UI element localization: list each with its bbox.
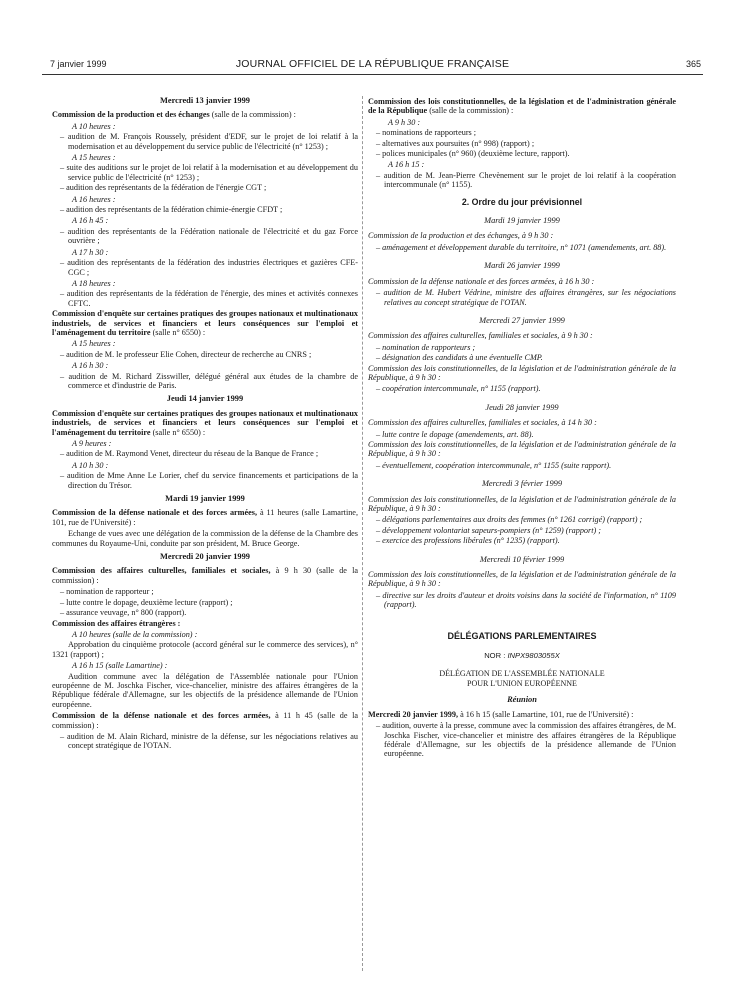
commission-entry [368, 495, 676, 514]
page-number: 365 [685, 59, 701, 69]
agenda-item: – audition de M. le professeur Elie Cohen, directeur de recherche au CNRS ; [60, 349, 312, 359]
day-heading: Mercredi 13 janvier 1999 [159, 96, 250, 105]
commission-details: à 11 h 45 (salle de la commission) : [52, 711, 358, 730]
agenda-item [368, 288, 676, 307]
delegations-title: DÉLÉGATIONS PARLEMENTAIRES [447, 630, 597, 641]
session-time [72, 216, 358, 225]
agenda-item: – audition de Mme Anne Le Lorier, chef du service financements et participations de la direction du Trésor. [60, 471, 358, 490]
commission-entry [368, 231, 676, 240]
agenda-item [368, 515, 676, 524]
time-label: A 9 h 30 : [388, 117, 421, 127]
nor-reference: NOR : INPX9803055X [484, 651, 560, 661]
agenda-item: – audition de M. Richard Zisswiller, délégué général aux études de la chambre de commerce et d'industrie de Paris. [60, 371, 358, 390]
commission-entry [368, 364, 676, 383]
commission-details: à 11 heures (salle Lamartine, 101, rue de l'Université) : [52, 508, 358, 527]
agenda-item: – suite des auditions sur le projet de loi relatif à la modernisation et au développement du service public de l'électricité (n° 1253) ; [60, 163, 358, 182]
agenda-item [368, 243, 676, 252]
commission-details: (salle n° 6550) : [150, 327, 206, 337]
agenda-item: – audition de M. François Roussely, président d'EDF, sur le projet de loi relatif à la modernisation et au développement du service public de l'électricité (n° 1253) ; [60, 132, 358, 151]
left-column [52, 96, 358, 752]
commission-name: Commission d'enquête sur certaines pratiques des groupes nationaux et multinationaux industriels, de services et financiers et leurs conséquences sur l'emploi et l'aménagement du territoire [52, 408, 358, 437]
agenda-paragraph: Echange de vues avec une délégation de la commission de la défense de la Chambre des communes du Royaume-Uni, conduite par son président, M. Bruce George. [52, 529, 358, 548]
agenda-item-text: – délégations parlementaires aux droits des femmes (n° 1261 corrigé) (rapport) ; [376, 515, 643, 525]
commission-entry [52, 711, 358, 730]
day-heading: Mercredi 10 février 1999 [479, 554, 565, 564]
agenda-item: – audition des représentants de la fédération chimie-énergie CFDT ; [60, 205, 283, 215]
agenda-item: – audition des représentants de la fédération de l'énergie CGT ; [60, 183, 267, 193]
commission-name: Commission d'enquête sur certaines pratiques des groupes nationaux et multinationaux industriels, de services et financiers et leurs conséquences sur l'emploi et l'aménagement du territoire [52, 309, 358, 337]
day-heading: Mardi 26 janvier 1999 [484, 261, 560, 271]
agenda-item: – lutte contre le dopage, deuxième lecture (rapport) ; [60, 597, 233, 607]
day-heading: Mercredi 20 janvier 1999 [159, 552, 250, 562]
agenda-item: – nominations de rapporteurs ; [376, 128, 477, 138]
commission-name: Commission des lois constitutionnelles, de la législation et de l'administration générale de la République [368, 97, 676, 116]
delegations-section [368, 632, 676, 759]
commission-entry [52, 508, 358, 527]
commission-name: Commission de la défense nationale et des forces armées, [52, 508, 258, 518]
agenda-item-text: – désignation des candidats à une éventuelle CMP. [376, 353, 543, 363]
commission-text: Commission de la production et des échanges, à 9 h 30 : [368, 231, 554, 241]
commission-name: Commission de la production et des échanges [52, 110, 210, 120]
commission-entry [52, 409, 358, 437]
day-heading: Mercredi 3 février 1999 [481, 479, 563, 489]
agenda-item: – audition des représentants de la Fédération nationale de l'électricité et du gaz Force ouvrière ; [60, 226, 358, 246]
commission-entry [368, 277, 676, 286]
time-label: A 10 heures : [72, 121, 116, 131]
commission-details: (salle de la commission) : [209, 110, 296, 120]
agenda-item [368, 526, 676, 535]
day-heading: Jeudi 14 janvier 1999 [166, 394, 244, 404]
session-time [388, 160, 676, 169]
commission-text: Commission des affaires culturelles, familiales et sociales, à 9 h 30 : [368, 331, 593, 341]
agenda-item-text: – éventuellement, coopération intercommunale, n° 1155 (suite rapport). [376, 460, 612, 470]
agenda-paragraph: Approbation du cinquième protocole (accord général sur le commerce des services), n° 1321 (rapport) ; [52, 640, 358, 659]
time-label: A 17 h 30 : [72, 247, 109, 257]
agenda-item-text: – développement volontariat sapeurs-pompiers (n° 1259) (rapport) ; [376, 525, 601, 535]
agenda-item: – nomination de rapporteur ; [60, 587, 154, 597]
commission-entry [52, 619, 358, 628]
header-date: 7 janvier 1999 [50, 59, 107, 69]
agenda-item: – audition de M. Jean-Pierre Chevènement sur le projet de loi relatif à la coopération intercommunale (n° 1155). [376, 170, 676, 190]
time-label: A 10 heures (salle de la commission) : [72, 629, 198, 639]
time-label: A 9 heures : [72, 439, 112, 448]
commission-text: Commission des lois constitutionnelles, de la législation et de l'administration générale de la République, à 9 h 30 : [368, 439, 676, 459]
agenda-item: – polices municipales (n° 960) (deuxième lecture, rapport). [376, 149, 570, 159]
day-heading: Mardi 19 janvier 1999 [165, 494, 245, 504]
agenda-item-text: – audition de M. Hubert Védrine, ministre des affaires étrangères, sur les négociations relatives au concept stratégique de l'OTAN. [376, 288, 676, 307]
column-separator [362, 96, 363, 971]
section-heading: 2. Ordre du jour prévisionnel [461, 196, 583, 207]
delegation-name: DÉLÉGATION DE L'ASSEMBLÉE NATIONALE POUR L'UNION EUROPÉENNE [439, 669, 605, 688]
commission-entry [52, 566, 358, 585]
time-label: A 16 h 15 : [388, 160, 425, 170]
agenda-item: – audition de M. Alain Richard, ministre de la défense, sur les négociations relatives au concept stratégique de l'OTAN. [60, 731, 358, 751]
commission-text: Commission des lois constitutionnelles, de la législation et de l'administration générale de la République, à 9 h 30 : [368, 363, 676, 382]
commission-text: Commission des lois constitutionnelles, de la législation et de l'administration générale de la République, à 9 h 30 : [368, 570, 676, 589]
agenda-item-text: – coopération intercommunale, n° 1155 (rapport). [376, 384, 541, 394]
commission-details: (salle n° 6550) : [150, 427, 206, 437]
commission-entry [368, 570, 676, 589]
time-label: A 15 heures : [72, 339, 116, 349]
agenda-item: – audition de M. Raymond Venet, directeur du réseau de la Banque de France ; [60, 449, 319, 459]
day-heading: Mercredi 27 janvier 1999 [479, 315, 565, 325]
agenda-item-text: – nomination de rapporteurs ; [376, 342, 476, 352]
reunion-heading: Réunion [507, 695, 537, 705]
session-time [72, 279, 358, 288]
agenda-item-text: – lutte contre le dopage (amendements, art. 88). [376, 429, 534, 439]
agenda-item: – audition des représentants de la fédération de l'énergie, des mines et activités connexes CFTC. [60, 289, 358, 308]
session-time [72, 361, 358, 370]
time-label: A 15 heures : [72, 153, 116, 163]
journal-title: JOURNAL OFFICIEL DE LA RÉPUBLIQUE FRANÇAISE [235, 58, 510, 70]
session-time [72, 195, 358, 204]
commission-entry [52, 309, 358, 337]
commission-text: Commission des affaires culturelles, familiales et sociales, à 14 h 30 : [368, 418, 597, 428]
session-time [388, 118, 676, 127]
session-time [72, 153, 358, 162]
commission-text: Commission des lois constitutionnelles, de la législation et de l'administration générale de la République, à 9 h 30 : [368, 494, 676, 513]
commission-entry [368, 331, 676, 340]
time-label: A 16 h 15 (salle Lamartine) : [72, 661, 168, 671]
commission-details: (salle de la commission) : [427, 106, 514, 116]
commission-entry [368, 418, 676, 427]
agenda-item: – audition des représentants de la fédération des industries électriques et gazières CFE-CGC ; [60, 258, 358, 277]
day-heading: Jeudi 28 janvier 1999 [485, 402, 559, 412]
commission-entry [52, 110, 358, 119]
day-heading: Mardi 19 janvier 1999 [484, 216, 560, 226]
agenda-item [368, 536, 676, 545]
agenda-item: – assurance veuvage, n° 800 (rapport). [60, 608, 187, 618]
commission-name: Commission des affaires étrangères : [52, 618, 181, 628]
right-column [368, 96, 676, 760]
page-header [42, 58, 703, 75]
time-label: A 16 h 45 : [72, 216, 109, 226]
commission-entry [368, 440, 676, 459]
agenda-item [368, 353, 676, 362]
session-time [72, 439, 358, 448]
agenda-paragraph: Audition commune avec la délégation de l'Assemblée nationale pour l'Union européenne de M. Joschka Fischer, vice-chancelier, ministre des affaires étrangères de la République fédérale d'Allemagne, sur les objectifs de la présidence allemande de l'Union européenne. [52, 671, 358, 709]
commission-name: Commission de la défense nationale et des forces armées, [52, 711, 271, 721]
agenda-item-text: – directive sur les droits d'auteur et droits voisins dans la société de l'information, n° 1109 (rapport). [376, 590, 676, 610]
session-time [72, 122, 358, 131]
time-label: A 10 h 30 : [72, 460, 109, 470]
agenda-item [368, 343, 676, 352]
session-time [72, 630, 358, 639]
commission-text: Commission de la défense nationale et des forces armées, à 16 h 30 : [368, 276, 595, 286]
agenda-item: – alternatives aux poursuites (n° 998) (rapport) ; [376, 138, 535, 148]
time-label: A 16 h 30 : [72, 361, 109, 371]
session-time [72, 461, 358, 470]
session-time [72, 248, 358, 257]
agenda-item-text: – exercice des professions libérales (n° 1235) (rapport). [376, 536, 560, 546]
time-label: A 16 heures : [72, 194, 116, 204]
delegation-meeting: Mercredi 20 janvier 1999, à 16 h 15 (salle Lamartine, 101, rue de l'Université) : [368, 709, 634, 719]
delegation-item: – audition, ouverte à la presse, commune avec la commission des affaires étrangères, de M. Joschka Fischer, vice-chancelier et ministre des affaires étrangères de la République fédérale d'Allemagne, sur les objectifs de la présidence allemande de l'Union européenne. [376, 721, 676, 759]
agenda-item [368, 591, 676, 610]
commission-entry [368, 97, 676, 116]
agenda-item [368, 461, 676, 470]
session-time [72, 339, 358, 348]
agenda-item [368, 384, 676, 393]
time-label: A 18 heures : [72, 278, 116, 288]
agenda-item-text: – aménagement et développement durable du territoire, n° 1071 (amendements, art. 88). [376, 242, 667, 252]
session-time [72, 661, 358, 670]
agenda-item [368, 430, 676, 439]
commission-name: Commission des affaires culturelles, familiales et sociales, [52, 566, 271, 576]
commission-details: à 9 h 30 (salle de la commission) : [52, 566, 358, 585]
right-column-agenda [368, 97, 676, 610]
